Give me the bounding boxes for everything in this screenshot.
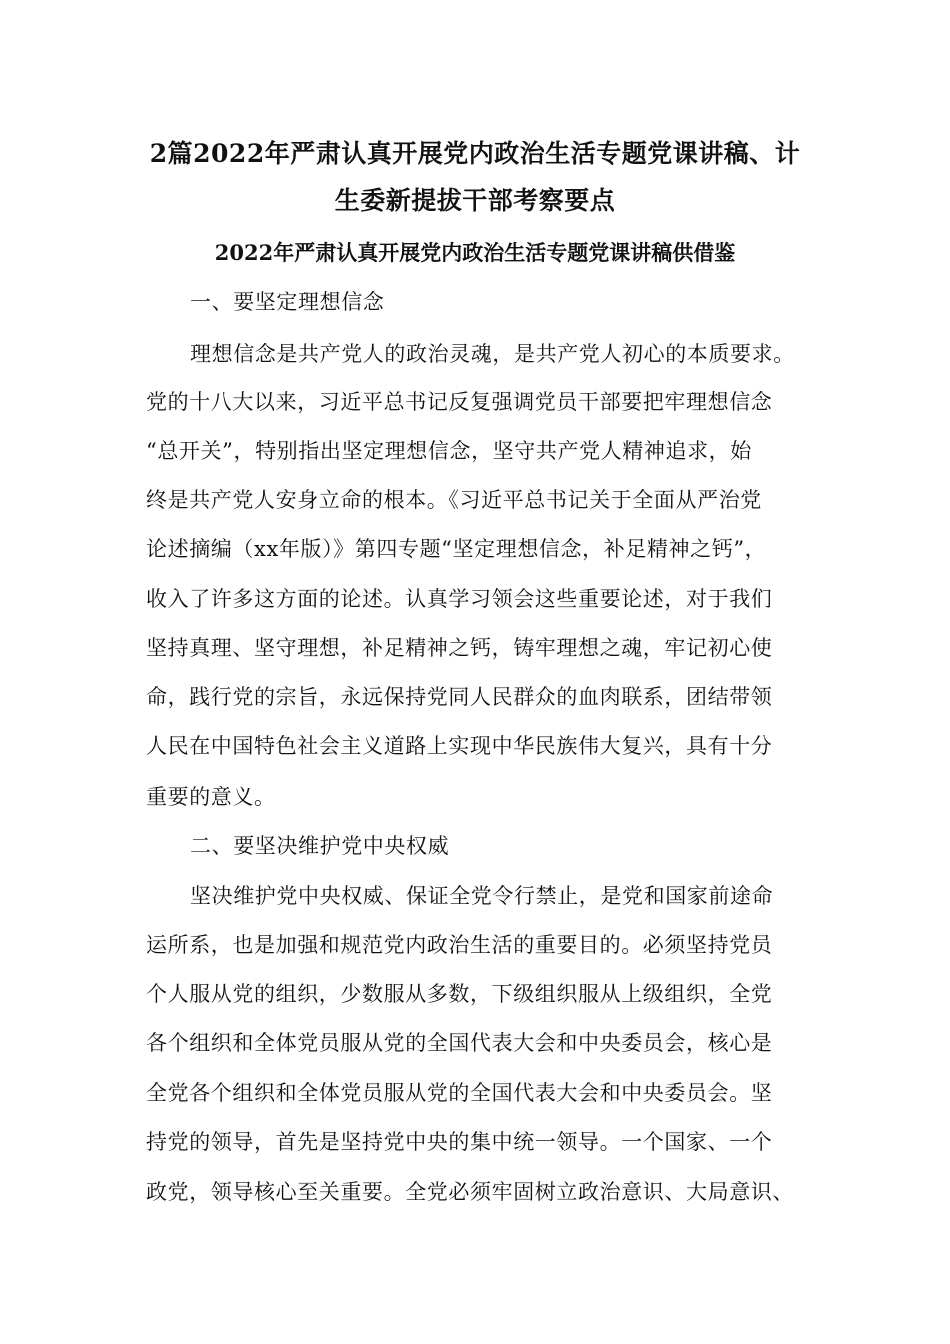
paragraph-2-line: 各个组织和全体党员服从党的全国代表大会和中央委员会，核心是 [146, 1031, 773, 1055]
paragraph-1-line: 坚持真理、坚守理想，补足精神之钙，铸牢理想之魂，牢记初心使 [146, 636, 773, 660]
paragraph-1-line: 论述摘编（xx年版）》第四专题“坚定理想信念，补足精神之钙”， [146, 537, 767, 561]
paragraph-2-line: 持党的领导，首先是坚持党中央的集中统一领导。一个国家、一个 [146, 1130, 773, 1154]
document-title-line-2: 生委新提拔干部考察要点 [334, 186, 616, 215]
document-title-line-1: 2篇2022年严肃认真开展党内政治生活专题党课讲稿、计 [149, 139, 801, 168]
document-subtitle: 2022年严肃认真开展党内政治生活专题党课讲稿供借鉴 [214, 240, 736, 265]
paragraph-1-line: 重要的意义。 [146, 785, 276, 809]
paragraph-2-line: 坚决维护党中央权威、保证全党令行禁止，是党和国家前途命 [190, 884, 774, 908]
paragraph-2-line: 全党各个组织和全体党员服从党的全国代表大会和中央委员会。坚 [146, 1081, 773, 1105]
section-heading-2: 二、要坚决维护党中央权威 [190, 834, 450, 858]
paragraph-1-line: 收入了许多这方面的论述。认真学习领会这些重要论述，对于我们 [146, 587, 773, 611]
paragraph-1-line: 命，践行党的宗旨，永远保持党同人民群众的血肉联系，团结带领 [146, 685, 773, 709]
paragraph-1-line: 终是共产党人安身立命的根本。《习近平总书记关于全面从严治党 [146, 488, 762, 512]
paragraph-1-line: “总开关”，特别指出坚定理想信念，坚守共产党人精神追求，始 [146, 439, 752, 463]
section-heading-1: 一、要坚定理想信念 [190, 290, 385, 314]
paragraph-2-line: 个人服从党的组织，少数服从多数，下级组织服从上级组织，全党 [146, 982, 773, 1006]
paragraph-1-line: 理想信念是共产党人的政治灵魂，是共产党人初心的本质要求。 [190, 342, 795, 366]
paragraph-2-line: 政党，领导核心至关重要。全党必须牢固树立政治意识、大局意识、 [146, 1180, 794, 1204]
paragraph-1-line: 党的十八大以来，习近平总书记反复强调党员干部要把牢理想信念 [146, 390, 773, 414]
paragraph-1-line: 人民在中国特色社会主义道路上实现中华民族伟大复兴，具有十分 [146, 734, 773, 758]
paragraph-2-line: 运所系，也是加强和规范党内政治生活的重要目的。必须坚持党员 [146, 933, 773, 957]
